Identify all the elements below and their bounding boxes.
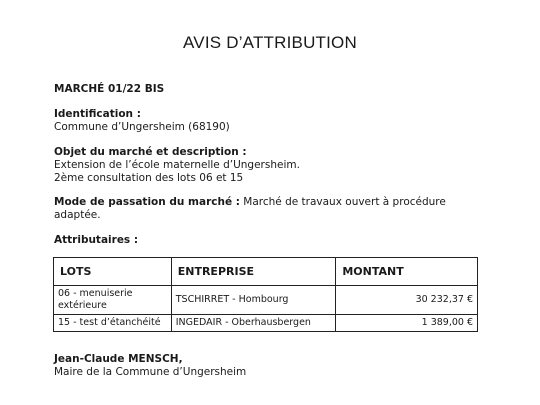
table-row — [54, 315, 478, 332]
cell-montant: 1 389,00 € — [336, 315, 478, 332]
mode-section — [54, 196, 494, 222]
table-header-row — [54, 258, 478, 286]
cell-entreprise: TSCHIRRET - Hombourg — [171, 286, 336, 315]
document-title: AVIS D’ATTRIBUTION — [183, 33, 357, 52]
objet-section — [54, 146, 494, 185]
identification-section — [54, 108, 494, 134]
mode-label: Mode de passation du marché : — [54, 196, 240, 208]
identification-label: Identification : — [54, 108, 141, 120]
signatory-name: Jean-Claude MENSCH, — [54, 353, 183, 365]
header-montant: MONTANT — [336, 258, 478, 286]
signature-block — [54, 353, 494, 379]
cell-montant: 30 232,37 € — [336, 286, 478, 315]
cell-lot: 15 - test d’étanchéité — [54, 315, 172, 332]
objet-line-1: Extension de l’école maternelle d’Ungersheim. — [54, 159, 300, 171]
cell-lot: 06 - menuiserie extérieure — [54, 286, 172, 315]
attributaires-table — [53, 257, 478, 332]
signatory-role: Maire de la Commune d’Ungersheim — [54, 366, 247, 378]
attributaires-label: Attributaires : — [54, 234, 139, 246]
objet-label: Objet du marché et description : — [54, 146, 247, 158]
objet-line-2: 2ème consultation des lots 06 et 15 — [54, 172, 244, 184]
cell-entreprise: INGEDAIR - Oberhausbergen — [171, 315, 336, 332]
mode-value: Marché de travaux ouvert à procédure adaptée. — [54, 196, 446, 221]
identification-value: Commune d’Ungersheim (68190) — [54, 121, 230, 133]
header-lots: LOTS — [54, 258, 172, 286]
table-row — [54, 286, 478, 315]
marche-reference: MARCHÉ 01/22 BIS — [54, 83, 165, 95]
header-entreprise: ENTREPRISE — [171, 258, 336, 286]
